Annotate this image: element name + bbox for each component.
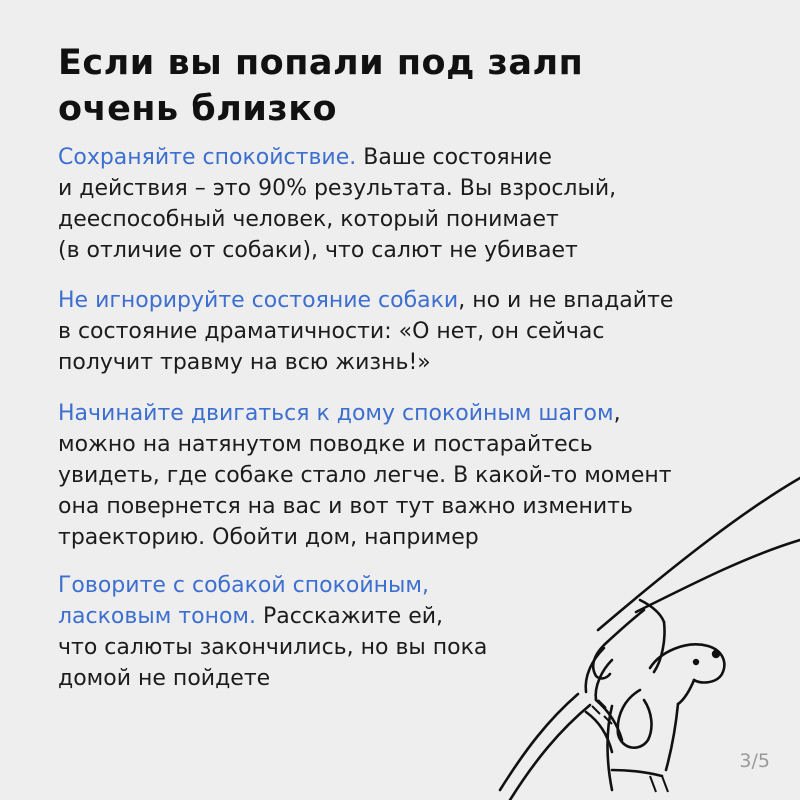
tip-line: что салюты закончились, но вы пока xyxy=(58,635,488,660)
dog-ear xyxy=(618,690,652,748)
tip-line: домой не пойдете xyxy=(58,666,271,691)
tip-line: можно на натянутом поводке и постарайтесь xyxy=(58,432,593,457)
tip-line: и действия – это 90% результата. Вы взрослый, xyxy=(58,176,617,201)
dog-collar xyxy=(596,700,622,740)
dog-collar xyxy=(586,712,612,752)
tip-text: , но и не впадайте xyxy=(458,288,674,313)
dog-back xyxy=(608,706,613,790)
tip-talk-calmly xyxy=(58,570,778,694)
tip-dog-state xyxy=(58,285,778,378)
page-indicator: 3/5 xyxy=(739,750,770,772)
tip-stay-calm xyxy=(58,142,778,266)
tip-text: , xyxy=(613,401,621,426)
tip-line xyxy=(58,601,778,632)
page-title xyxy=(58,40,758,132)
tip-line xyxy=(58,285,778,316)
harness-detail xyxy=(592,700,612,724)
tip-line: в состояние драматичности: «О нет, он сейчас xyxy=(58,319,605,344)
tip-accent: Сохраняйте спокойствие. xyxy=(58,145,357,170)
tip-line xyxy=(58,142,778,173)
title-line-1: Если вы попали под залп xyxy=(58,43,584,83)
leash xyxy=(500,694,578,790)
tip-accent: Не игнорируйте состояние собаки xyxy=(58,288,459,313)
tip-line xyxy=(58,398,778,429)
dog-neck xyxy=(666,704,678,770)
tip-line: (в отличие от собаки), что салют не убивает xyxy=(58,238,578,263)
leash xyxy=(510,705,590,800)
tip-line: дееспособный человек, который понимает xyxy=(58,207,559,232)
tip-line: увидеть, где собаке стало легче. В какой-то момент xyxy=(58,463,672,488)
tip-accent: Говорите с собакой спокойным, xyxy=(58,573,429,598)
title-line-2: очень близко xyxy=(58,89,338,129)
tip-line: траекторию. Обойти дом, например xyxy=(58,525,479,550)
tip-accent: ласковым тоном. xyxy=(58,604,257,629)
tip-text: Расскажите ей, xyxy=(256,604,444,629)
harness-detail xyxy=(650,776,668,792)
tip-accent: Начинайте двигаться к дому спокойным шагом xyxy=(58,401,614,426)
tip-line: она повернется на вас и вот тут важно изменить xyxy=(58,494,633,519)
tip-line: получит травму на всю жизнь!» xyxy=(58,350,431,375)
tip-text: Ваше состояние xyxy=(356,145,552,170)
dog-harness xyxy=(612,770,662,776)
tip-move-home xyxy=(58,398,778,553)
